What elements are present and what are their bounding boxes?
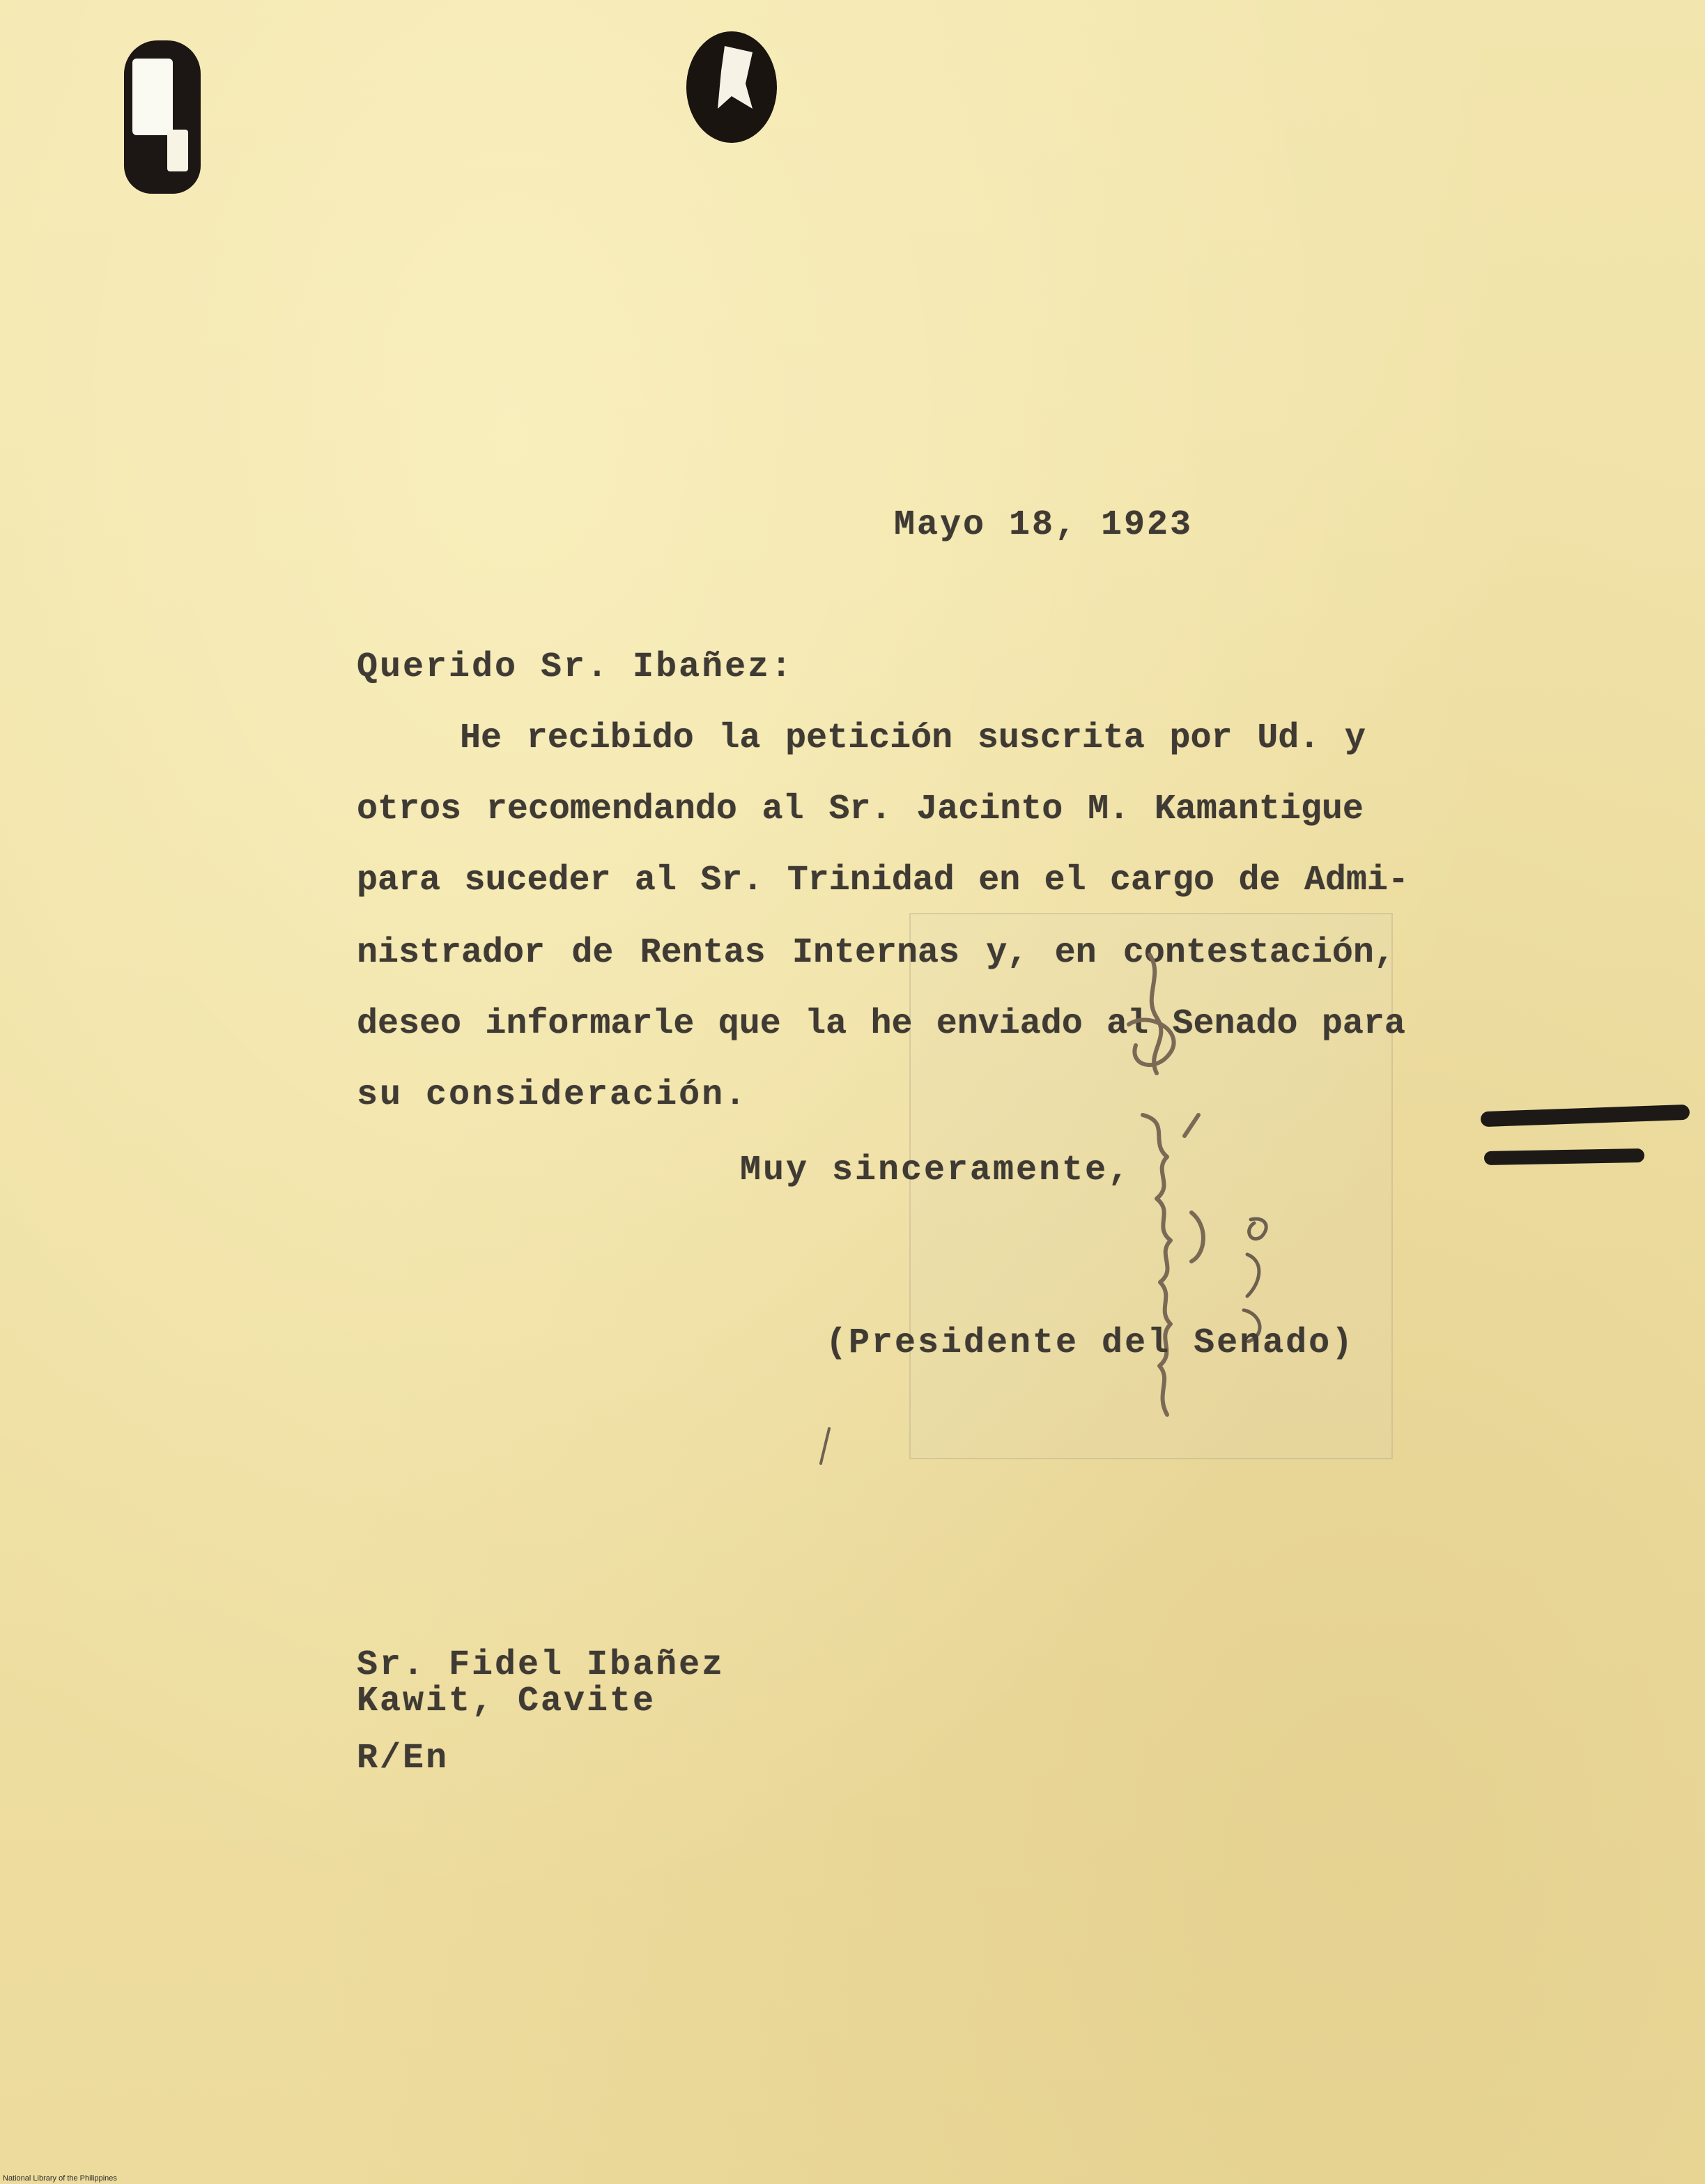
body-word: al	[634, 861, 677, 900]
body-word: en	[1054, 933, 1097, 973]
body-word: Admi-	[1304, 861, 1409, 900]
body-word: Senado	[1172, 1004, 1298, 1044]
body-word: suscrita	[977, 718, 1145, 758]
archive-credit: National Library of the Philippines	[3, 2174, 117, 2183]
body-word: el	[1044, 861, 1086, 900]
recipient-address: Kawit, Cavite	[357, 1682, 656, 1721]
body-word: informarle	[485, 1004, 695, 1044]
body-word: Ud.	[1257, 718, 1320, 758]
body-word: Trinidad	[787, 861, 955, 900]
body-word: la	[805, 1004, 847, 1044]
body-word: recomendando	[486, 790, 737, 829]
body-word: al	[762, 790, 804, 829]
body-word: por	[1169, 718, 1233, 758]
body-word: Jacinto	[916, 790, 1063, 829]
body-word: la	[718, 718, 761, 758]
body-word: que	[718, 1004, 781, 1044]
recipient-name: Sr. Fidel Ibañez	[357, 1645, 725, 1685]
body-word: Internas	[792, 933, 959, 973]
body-line-1	[460, 718, 1366, 760]
closing: Muy sinceramente,	[740, 1151, 1132, 1190]
signature-title: (Presidente del Senado)	[826, 1323, 1355, 1363]
body-word: en	[978, 861, 1021, 900]
body-word: contestación,	[1122, 933, 1395, 973]
body-word: Rentas	[640, 933, 766, 973]
body-line-3	[357, 860, 1409, 902]
body-word: cargo	[1110, 861, 1215, 900]
body-word: y,	[986, 933, 1028, 973]
body-word: recibido	[526, 718, 694, 758]
body-word: He	[460, 718, 502, 758]
body-word: petición	[785, 718, 953, 758]
binder-hole-left-paper	[132, 59, 173, 135]
body-word: de	[571, 933, 614, 973]
body-last-line: su consideración.	[357, 1075, 748, 1115]
body-word: y	[1344, 718, 1366, 758]
letter-date: Mayo 18, 1923	[894, 505, 1194, 545]
pencil-tick-mark	[815, 1425, 836, 1467]
body-word: Sr.	[828, 790, 892, 829]
body-word: de	[1238, 861, 1281, 900]
body-word: M.	[1088, 790, 1130, 829]
binder-hole-left-paper-lower	[167, 130, 188, 171]
body-word: nistrador	[357, 933, 546, 973]
body-word: para	[357, 861, 441, 900]
salutation: Querido Sr. Ibañez:	[357, 647, 794, 687]
reference-initials: R/En	[357, 1739, 449, 1778]
body-word: enviado	[936, 1004, 1083, 1044]
body-word: deseo	[357, 1004, 462, 1044]
body-word: otros	[357, 790, 462, 829]
body-word: para	[1321, 1004, 1405, 1044]
body-word: he	[870, 1004, 913, 1044]
body-word: Kamantigue	[1154, 790, 1364, 829]
paper-clip-mark-lower	[1484, 1148, 1644, 1165]
paper-clip-mark	[1481, 1105, 1690, 1127]
body-line-2	[357, 789, 1364, 831]
body-word: al	[1106, 1004, 1149, 1044]
body-word: Sr.	[700, 861, 764, 900]
body-word: suceder	[464, 861, 611, 900]
